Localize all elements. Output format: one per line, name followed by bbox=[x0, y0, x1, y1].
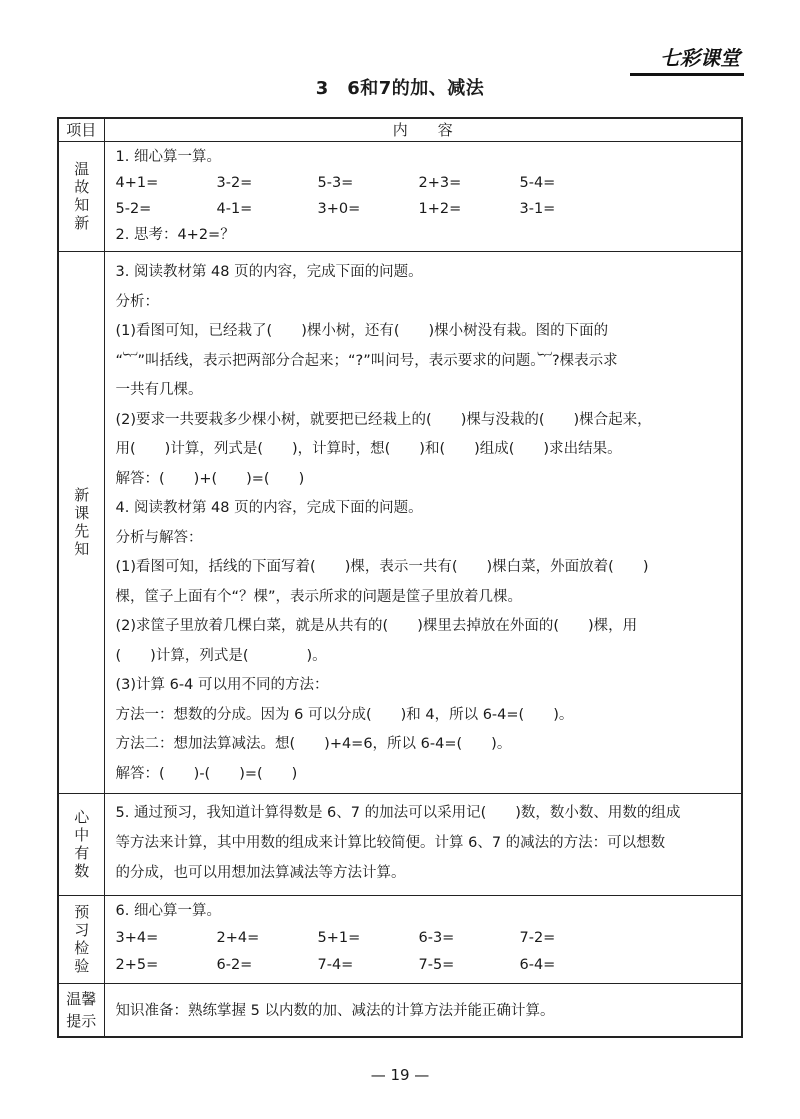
exercise-item: 7-4= bbox=[317, 957, 354, 973]
question-1: 1. 细心算一算。 bbox=[115, 149, 221, 165]
text-line: “︸”叫括线，表示把两部分合起来；“?”叫问号，表示要求的问题。︸?棵表示求 bbox=[115, 352, 618, 369]
content-table bbox=[57, 117, 743, 1038]
exercise-item: 7-5= bbox=[418, 957, 455, 973]
section-label-summary: 心中有数 bbox=[72, 808, 91, 881]
exercise-row bbox=[116, 170, 734, 196]
text-line: 的分成，也可以用想加法算减法等方法计算。 bbox=[115, 865, 406, 881]
exercise-row bbox=[116, 925, 734, 952]
exercise-row bbox=[116, 196, 734, 222]
exercise-item: 4-1= bbox=[216, 201, 253, 217]
exercise-item: 7-2= bbox=[519, 930, 556, 946]
text-line: 解答：( )-( )=( ) bbox=[115, 765, 298, 782]
exercise-item: 3+4= bbox=[115, 930, 159, 946]
text-line: 方法一：想数的分成。因为 6 可以分成( )和 4，所以 6-4=( )。 bbox=[115, 706, 574, 723]
exercise-row bbox=[116, 952, 734, 979]
section-check bbox=[58, 896, 742, 984]
text-line: 解答：( )+( )=( ) bbox=[115, 470, 305, 487]
tips-text: 知识准备：熟练掌握 5 以内数的加、减法的计算方法并能正确计算。 bbox=[115, 1003, 555, 1019]
section-label-review: 温故知新 bbox=[72, 160, 91, 233]
exercise-item: 3-2= bbox=[216, 175, 253, 191]
section-label-check: 预习检验 bbox=[72, 903, 91, 976]
text-line: (3)计算 6-4 可以用不同的方法： bbox=[115, 677, 329, 693]
page-number: — 19 — bbox=[370, 1066, 430, 1084]
text-line: 等方法来计算，其中用数的组成来计算比较简便。计算 6、7 的减法的方法：可以想数 bbox=[115, 835, 666, 851]
section-new bbox=[58, 252, 742, 794]
exercise-item: 1+2= bbox=[418, 201, 462, 217]
section-summary bbox=[58, 794, 742, 896]
header-content: 内 容 bbox=[104, 118, 742, 142]
exercise-item: 2+3= bbox=[418, 175, 462, 191]
text-line: 棵，筐子上面有个“？棵”，表示所求的问题是筐子里放着几棵。 bbox=[115, 588, 523, 605]
text-line: 用( )计算，列式是( )，计算时，想( )和( )组成( )求出结果。 bbox=[115, 441, 622, 457]
text-line: ( )计算，列式是( )。 bbox=[115, 647, 327, 664]
text-line: 3. 阅读教材第 48 页的内容，完成下面的问题。 bbox=[115, 264, 423, 280]
section-review bbox=[58, 142, 742, 252]
exercise-item: 6-3= bbox=[418, 930, 455, 946]
section-label-tips: 温馨提示 bbox=[66, 990, 97, 1030]
text-line: (2)求筐子里放着几棵白菜，就是从共有的( )棵里去掉放在外面的( )棵，用 bbox=[115, 618, 638, 634]
exercise-item: 5-2= bbox=[115, 201, 152, 217]
table-header-row bbox=[58, 118, 742, 142]
text-line: (1)看图可知，括线的下面写着( )棵，表示一共有( )棵白菜，外面放着( ) bbox=[115, 559, 649, 575]
section-label-new: 新课先知 bbox=[72, 486, 91, 559]
text-line: 方法二：想加法算减法。想( )+4=6，所以 6-4=( )。 bbox=[115, 736, 512, 752]
exercise-item: 2+5= bbox=[115, 957, 159, 973]
text-line: 一共有几棵。 bbox=[115, 382, 203, 398]
exercise-item: 5-3= bbox=[317, 175, 354, 191]
exercise-item: 3-1= bbox=[519, 201, 556, 217]
exercise-item: 6-4= bbox=[519, 957, 556, 973]
page-title: 3 6和7的加、减法 bbox=[315, 78, 485, 99]
brand-logo: 七彩课堂 bbox=[630, 42, 744, 76]
section-tips bbox=[58, 984, 742, 1038]
exercise-item: 5-4= bbox=[519, 175, 556, 191]
exercise-item: 3+0= bbox=[317, 201, 361, 217]
exercise-item: 4+1= bbox=[115, 175, 159, 191]
text-line: 4. 阅读教材第 48 页的内容，完成下面的问题。 bbox=[115, 500, 423, 516]
question-6: 6. 细心算一算。 bbox=[115, 903, 221, 919]
text-line: 分析与解答： bbox=[115, 529, 203, 546]
exercise-item: 6-2= bbox=[216, 957, 253, 973]
exercise-item: 5+1= bbox=[317, 930, 361, 946]
exercise-item: 2+4= bbox=[216, 930, 260, 946]
header-item: 项目 bbox=[58, 118, 104, 142]
text-line: 分析： bbox=[115, 293, 159, 310]
text-line: 5. 通过预习，我知道计算得数是 6、7 的加法可以采用记( )数，数小数、用数的组成 bbox=[115, 805, 681, 821]
question-2: 2. 思考：4+2=？ bbox=[115, 227, 235, 243]
text-line: (1)看图可知，已经栽了( )棵小树，还有( )棵小树没有栽。图的下面的 bbox=[115, 323, 609, 339]
text-line: (2)要求一共要栽多少棵小树，就要把已经栽上的( )棵与没栽的( )棵合起来， bbox=[115, 411, 652, 428]
